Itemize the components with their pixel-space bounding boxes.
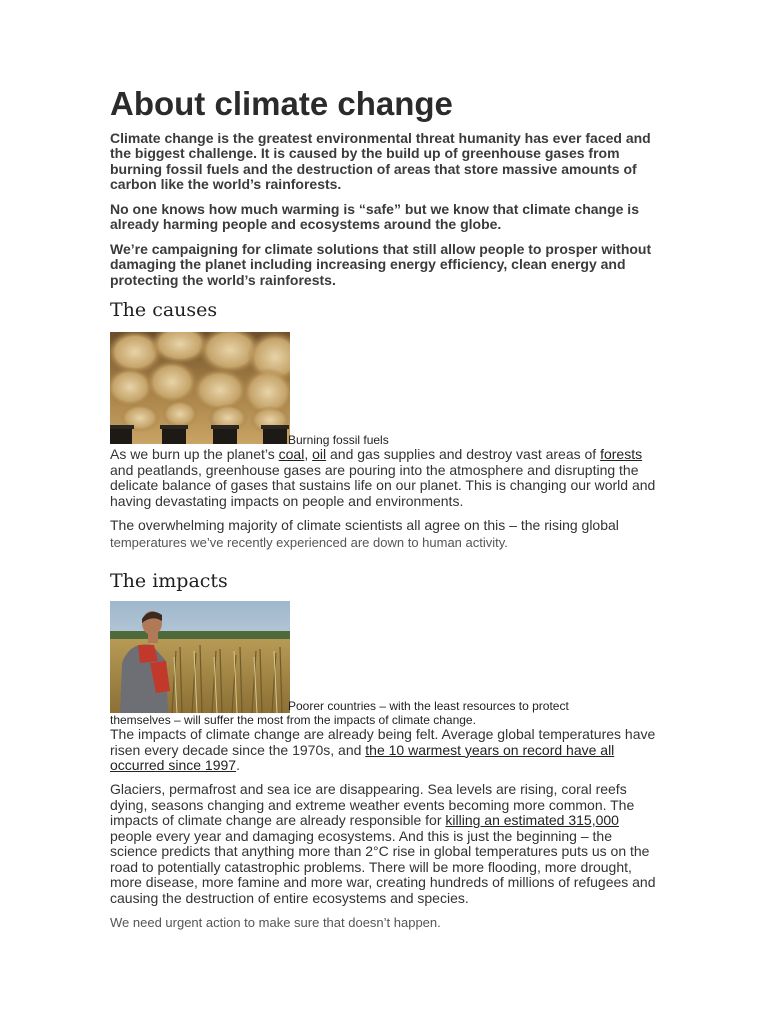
killing-estimate-link[interactable]: killing an estimated 315,000: [445, 812, 619, 828]
impacts-heading: The impacts: [110, 570, 228, 592]
causes-paragraph-2: The overwhelming majority of climate scientists all agree on this – the rising global temperatures we’ve recently experienced are down to human activity.: [110, 517, 619, 550]
causes-heading: The causes: [110, 299, 218, 321]
causes-photo-caption: Burning fossil fuels: [288, 433, 389, 447]
oil-link[interactable]: oil: [312, 446, 327, 462]
smokestacks-photo: [110, 332, 290, 444]
impacts-photo-caption-line-1: Poorer countries – with the least resources to protect: [288, 699, 569, 713]
intro-paragraph-2: No one knows how much warming is “safe” but we know that climate change is already harming people and ecosystems around the globe.: [110, 201, 639, 233]
warmest-years-link[interactable]: the 10 warmest years on record have all occurred since 1997: [110, 741, 615, 773]
impacts-paragraph-1: The impacts of climate change are already being felt. Average global temperatures have risen every decade since the 1970s, and the 10 warmest years on record have all occurred since 1997.: [110, 726, 656, 773]
causes-paragraph-1: As we burn up the planet’s coal, oil and gas supplies and destroy vast areas of forests and peatlands, greenhouse gases are pouring into the atmosphere and disrupting the delicate balance of gases that sustains life on our planet. This is changing our world and having devastating impacts on people and environments.: [110, 446, 656, 509]
forests-link[interactable]: forests: [600, 446, 643, 462]
coal-link[interactable]: coal: [278, 446, 305, 462]
farmer-field-photo: [110, 601, 290, 713]
impacts-paragraph-2: Glaciers, permafrost and sea ice are disappearing. Sea levels are rising, coral reefs dying, seasons changing and extreme weather events becoming more common. The impacts of climate change are already responsible for killing an estimated 315,000 people every year and damaging ecosystems. And this is just the beginning – the science predicts that anything more than 2°C rise in global temperatures puts us on the road to potentially catastrophic problems. There will be more flooding, more drought, more disease, more famine and more war, creating hundreds of millions of refugees and causing the destruction of entire ecosystems and species.: [110, 781, 656, 906]
impacts-photo-caption-line-2: themselves – will suffer the most from the impacts of climate change.: [110, 713, 476, 727]
page-title: About climate change: [110, 85, 453, 122]
impacts-paragraph-3: We need urgent action to make sure that doesn’t happen.: [110, 915, 441, 930]
intro-paragraph-3: We’re campaigning for climate solutions that still allow people to prosper without damaging the planet including increasing energy efficiency, clean energy and protecting the world’s rainforests.: [110, 241, 652, 288]
intro-paragraph-1: Climate change is the greatest environmental threat humanity has ever faced and the biggest challenge. It is caused by the build up of greenhouse gases from burning fossil fuels and the destruction of areas that store massive amounts of carbon like the world’s rainforests.: [110, 130, 651, 192]
